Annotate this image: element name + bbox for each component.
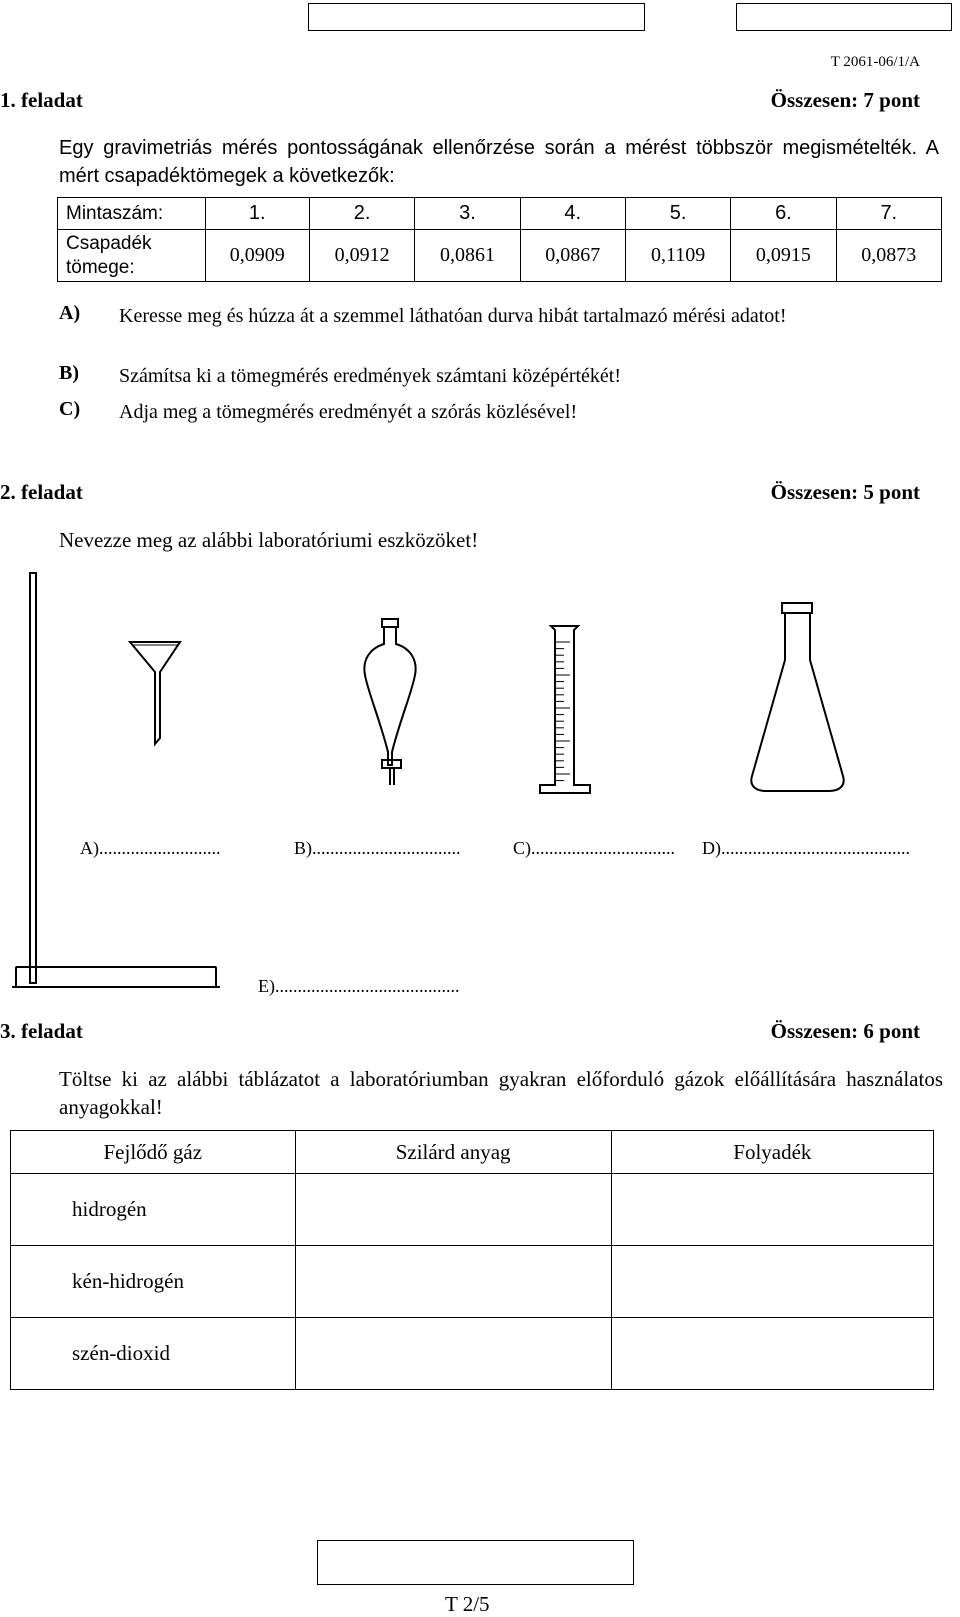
question-c-letter: C): [59, 398, 81, 420]
gas-cell-carbon-dioxide: szén-dioxid: [11, 1318, 296, 1390]
separatory-funnel-icon: [364, 619, 415, 785]
solid-input-cell[interactable]: [295, 1246, 611, 1318]
measuring-cylinder-icon: [540, 626, 590, 793]
mass-label-line2: tömege:: [66, 256, 135, 278]
answer-c-blank[interactable]: C)................................: [513, 838, 675, 858]
header-score-box-right[interactable]: [736, 3, 952, 31]
funnel-icon: [130, 642, 180, 744]
answer-b-blank[interactable]: B).................................: [294, 838, 461, 858]
task3-title: 3. feladat: [0, 1019, 83, 1043]
task1-intro: Egy gravimetriás mérés pontosságának ellenőrzése során a mérést többször megismételték. A mért csapadéktömegek a következők:: [59, 137, 939, 187]
mass-table: [57, 197, 942, 282]
task1-title: 1. feladat: [0, 88, 83, 112]
sample-number-label: Mintaszám:: [58, 198, 206, 230]
header-score-box-left[interactable]: [308, 3, 645, 31]
answer-e-blank[interactable]: E).........................................: [258, 976, 460, 996]
question-b-text: Számítsa ki a tömegmérés eredmények számtani középértékét!: [119, 365, 622, 387]
document-code: T 2061-06/1/A: [830, 54, 920, 70]
mass-label-line1: Csapadék: [66, 232, 152, 254]
gas-cell-hydrogen-sulfide: kén-hidrogén: [11, 1246, 296, 1318]
footer-score-box[interactable]: [317, 1540, 634, 1585]
answer-d-blank[interactable]: D)..........................................: [702, 838, 910, 858]
sample-number-cell: 3.: [415, 198, 520, 230]
task2-title: 2. feladat: [0, 480, 83, 504]
mass-cell: 0,0912: [309, 230, 414, 282]
sample-number-cell: 1.: [205, 198, 309, 230]
solid-input-cell[interactable]: [295, 1174, 611, 1246]
liquid-input-cell[interactable]: [611, 1174, 933, 1246]
sample-number-cell: 7.: [836, 198, 941, 230]
header-gas: Fejlődő gáz: [11, 1131, 296, 1174]
question-a-letter: A): [59, 302, 81, 324]
task2-points: Összesen: 5 pont: [770, 480, 920, 504]
gas-preparation-table: [10, 1130, 934, 1390]
solid-input-cell[interactable]: [295, 1318, 611, 1390]
sample-number-cell: 6.: [731, 198, 836, 230]
mass-cell: 0,0915: [731, 230, 836, 282]
mass-cell: 0,0867: [520, 230, 625, 282]
mass-cell: 0,0861: [415, 230, 520, 282]
question-c-text: Adja meg a tömegmérés eredményét a szórás közlésével!: [119, 401, 578, 423]
liquid-input-cell[interactable]: [611, 1246, 933, 1318]
retort-stand-icon: [12, 573, 220, 987]
page-number: T 2/5: [445, 1592, 490, 1616]
sample-number-cell: 4.: [520, 198, 625, 230]
sample-number-cell: 5.: [625, 198, 730, 230]
sample-number-cell: 2.: [309, 198, 414, 230]
lab-equipment-drawing: [0, 560, 960, 1000]
task1-points: Összesen: 7 pont: [770, 88, 920, 112]
liquid-input-cell[interactable]: [611, 1318, 933, 1390]
mass-cell: 0,0909: [205, 230, 309, 282]
mass-cell: 0,1109: [625, 230, 730, 282]
header-solid: Szilárd anyag: [295, 1131, 611, 1174]
header-liquid: Folyadék: [611, 1131, 933, 1174]
question-b-letter: B): [59, 362, 79, 384]
question-a-text: Keresse meg és húzza át a szemmel láthatóan durva hibát tartalmazó mérési adatot!: [119, 305, 787, 327]
mass-label: [58, 230, 206, 282]
gas-cell-hydrogen: hidrogén: [11, 1174, 296, 1246]
erlenmeyer-flask-icon: [751, 603, 843, 791]
task3-intro: Töltse ki az alábbi táblázatot a laboratóriumban gyakran előforduló gázok előállítására használatos anyagokkal!: [59, 1067, 943, 1119]
task3-points: Összesen: 6 pont: [770, 1019, 920, 1043]
mass-cell: 0,0873: [836, 230, 941, 282]
task2-intro: Nevezze meg az alábbi laboratóriumi eszközöket!: [59, 528, 479, 552]
answer-a-blank[interactable]: A)...........................: [80, 838, 221, 858]
